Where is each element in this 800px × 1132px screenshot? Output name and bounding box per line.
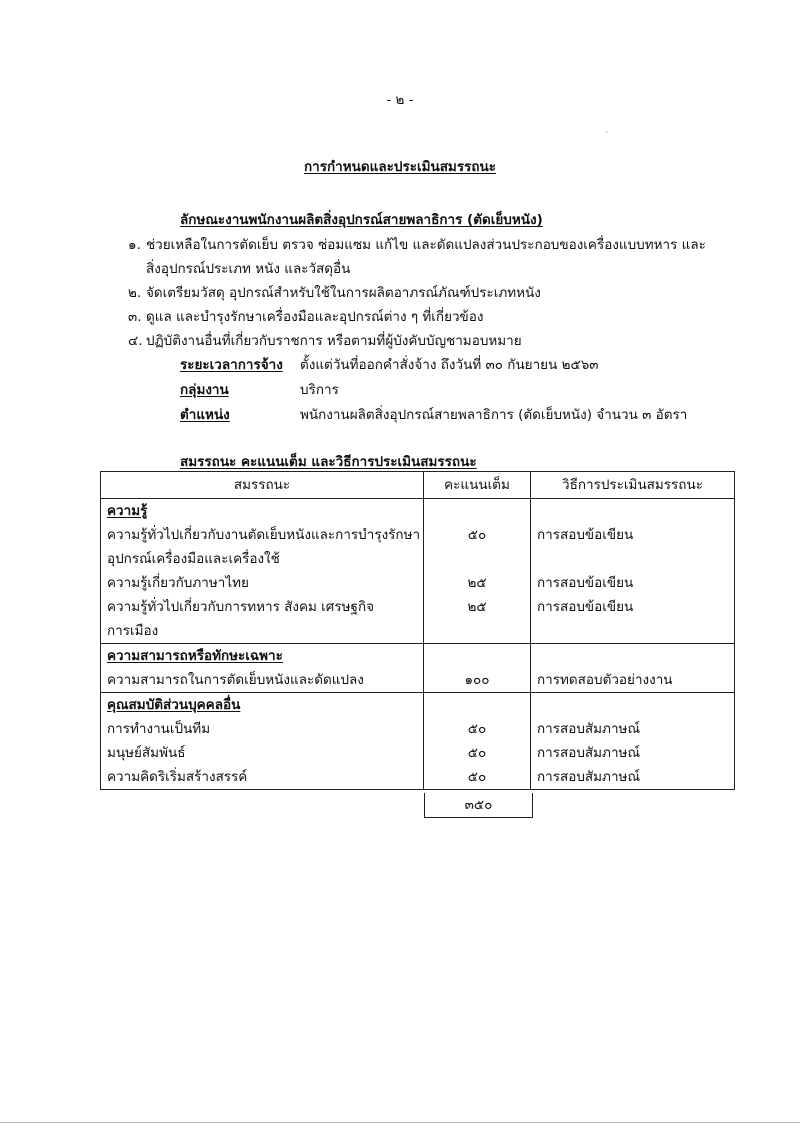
duty-number: ๔.: [128, 333, 143, 349]
duty-text: จัดเตรียมวัสดุ อุปกรณ์สำหรับใช้ในการผลิตอาภรณ์ภัณฑ์ประเภทหนัง: [146, 285, 541, 301]
section-heading-row: [101, 644, 735, 669]
duty-number: ๓.: [128, 309, 142, 325]
method-cell: การสอบสัมภาษณ์: [531, 717, 735, 741]
duty-text: ดูแล และบำรุงรักษาเครื่องมือและอุปกรณ์ต่าง ๆ ที่เกี่ยวข้อง: [146, 309, 484, 325]
table-row: [101, 717, 735, 741]
method-cell: การสอบสัมภาษณ์: [531, 741, 735, 765]
section-heading-skills: ความสามารถหรือทักษะเฉพาะ: [101, 644, 424, 669]
table-row-continued: [101, 619, 735, 644]
table-row: [101, 595, 735, 619]
duty-text: สิ่งอุปกรณ์ประเภท หนัง และวัสดุอื่น: [146, 261, 351, 277]
competency-cell: การทำงานเป็นทีม: [101, 717, 424, 741]
score-cell: ๑๐๐: [424, 668, 531, 693]
table-row-continued: [101, 547, 735, 571]
score-cell: ๕๐: [424, 765, 531, 790]
competency-cell: ความคิดริเริ่มสร้างสรรค์: [101, 765, 424, 790]
section-heading-row: [101, 693, 735, 718]
section-heading-knowledge: ความรู้: [101, 499, 424, 524]
position-label: ตำแหน่ง: [180, 407, 230, 423]
table-row: [101, 765, 735, 790]
table-header-row: [101, 472, 735, 499]
period-value: ตั้งแต่วันที่ออกคำสั่งจ้าง ถึงวันที่ ๓๐ กันยายน ๒๕๖๓: [300, 357, 599, 373]
competency-cell: ความรู้ทั่วไปเกี่ยวกับการทหาร สังคม เศรษฐกิจ: [101, 595, 424, 619]
duty-text: ปฏิบัติงานอื่นที่เกี่ยวกับราชการ หรือตามที่ผู้บังคับบัญชามอบหมาย: [146, 333, 522, 349]
competency-cell: มนุษย์สัมพันธ์: [101, 741, 424, 765]
total-score: ๓๕๐: [424, 793, 533, 818]
competency-cell: อุปกรณ์เครื่องมือและเครื่องใช้: [101, 547, 424, 571]
method-cell: การสอบสัมภาษณ์: [531, 765, 735, 790]
score-cell: ๒๕: [424, 595, 531, 619]
competency-cell: การเมือง: [101, 619, 424, 644]
header-full-score: คะแนนเต็ม: [424, 472, 531, 499]
duty-text: ช่วยเหลือในการตัดเย็บ ตรวจ ซ่อมแซม แก้ไข และดัดแปลงส่วนประกอบของเครื่องแบบทหาร และ: [146, 237, 706, 253]
score-cell: ๕๐: [424, 717, 531, 741]
page-bottom-rule: [0, 1122, 800, 1123]
competency-cell: ความรู้เกี่ยวกับภาษาไทย: [101, 571, 424, 595]
duty-number: ๑.: [128, 237, 141, 253]
competency-cell: ความสามารถในการตัดเย็บหนังและดัดแปลง: [101, 668, 424, 693]
table-title: สมรรถนะ คะแนนเต็ม และวิธีการประเมินสมรรถนะ: [180, 454, 477, 470]
page-title: การกำหนดและประเมินสมรรถนะ: [304, 159, 496, 175]
table-row: [101, 523, 735, 547]
scan-mark: ·: [605, 128, 609, 139]
competency-table: [100, 471, 735, 790]
position-value: พนักงานผลิตสิ่งอุปกรณ์สายพลาธิการ (ตัดเย็บหนัง) จำนวน ๓ อัตรา: [300, 407, 688, 423]
method-cell: การสอบข้อเขียน: [531, 595, 735, 619]
score-cell: ๒๕: [424, 571, 531, 595]
method-cell: การทดสอบตัวอย่างงาน: [531, 668, 735, 693]
header-method: วิธีการประเมินสมรรถนะ: [531, 472, 735, 499]
section-heading-personal: คุณสมบัติส่วนบุคคลอื่น: [101, 693, 424, 718]
table-row: [101, 741, 735, 765]
duty-number: ๒.: [128, 285, 142, 301]
group-label: กลุ่มงาน: [180, 382, 229, 398]
method-cell: การสอบข้อเขียน: [531, 571, 735, 595]
table-row: [101, 668, 735, 693]
table-row: [101, 571, 735, 595]
header-competency: สมรรถนะ: [101, 472, 424, 499]
score-cell: ๕๐: [424, 523, 531, 547]
group-value: บริการ: [300, 382, 339, 398]
score-cell: ๕๐: [424, 741, 531, 765]
section-heading-row: [101, 499, 735, 524]
page-number: - ๒ -: [386, 92, 414, 108]
competency-cell: ความรู้ทั่วไปเกี่ยวกับงานตัดเย็บหนังและการบำรุงรักษา: [101, 523, 424, 547]
period-label: ระยะเวลาการจ้าง: [180, 357, 283, 373]
job-subtitle: ลักษณะงานพนักงานผลิตสิ่งอุปกรณ์สายพลาธิการ (ตัดเย็บหนัง): [180, 212, 543, 228]
method-cell: การสอบข้อเขียน: [531, 523, 735, 547]
